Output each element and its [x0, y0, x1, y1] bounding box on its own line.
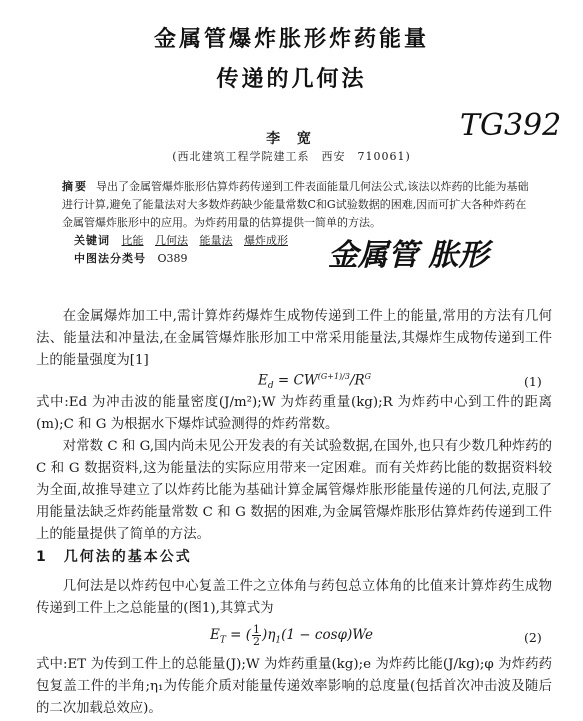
paragraph-2: 式中:Ed 为冲击波的能量密度(J/m²);W 为炸药重量(kg);R 为炸药中心到工件的距离(m);C 和 G 为根据水下爆炸试验测得的炸药常数。: [36, 395, 552, 432]
title-line-1: 金属管爆炸胀形炸药能量: [153, 27, 429, 52]
handwritten-note: 金属管 胀形: [328, 238, 489, 273]
author: 李 宽: [266, 131, 317, 147]
paragraph-5: 式中:ET 为传到工件上的总能量(J);W 为炸药重量(kg);e 为炸药比能(J/kg);φ 为炸药药包复盖工件的半角;η₁为传能介质对能量传递效率影响的总度量(包括首次冲击波及随后的二次加载总效应)。: [36, 657, 552, 716]
section-heading-1: 1 几何法的基本公式: [36, 549, 192, 565]
handwritten-class-code: TG392: [460, 108, 562, 143]
clc-value: O389: [157, 252, 188, 265]
equation-2: $E_T$ = ( $\frac{1}{2}$ )$\eta_1(1 - \cos\varphi)We$: [210, 623, 373, 648]
title-line-2: 传递的几何法: [216, 67, 367, 92]
equation-1: $E_d = CW^{(G+1)/3}/R^G$: [258, 372, 372, 392]
keyword-4: 爆炸成形: [244, 234, 288, 247]
paragraph-3: 对常数 C 和 G,国内尚未见公开发表的有关试验数据,在国外,也只有少数几种炸药的 C 和 G 数据资料,这为能量法的实际应用带来一定困难。而有关炸药比能的数据资料较为全面,故推导建立了以炸药比能为基础计算金属管爆炸胀形能量传递的几何法,克服了用能量法缺乏炸药能量常数 C 和 G 数据的困难,为金属管爆炸胀形估算炸药传递到工件上的能量提供了简单的方法。: [36, 439, 552, 542]
equation-1-number: (1): [524, 374, 542, 389]
equation-2-number: (2): [524, 630, 542, 645]
paragraph-4: 几何法是以炸药包中心复盖工件之立体角与药包总立体角的比值来计算炸药生成物传递到工件上之总能量的(图1),其算式为: [36, 579, 552, 616]
fraction-half: $\frac{1}{2}$: [253, 623, 261, 648]
paragraph-1: 在金属爆炸加工中,需计算炸药爆炸生成物传递到工件上的能量,常用的方法有几何法、能量法和冲量法,在金属管爆炸胀形加工中常采用能量法,其爆炸生成物传递到工件上的能量强度为[1]: [36, 309, 552, 368]
clc-line: [74, 250, 188, 268]
affiliation: (西北建筑工程学院建工系 西安 710061): [172, 150, 411, 163]
keyword-3: 能量法: [199, 234, 233, 247]
abstract-text: 导出了金属管爆炸胀形估算炸药传递到工件表面能量几何法公式,该法以炸药的比能为基础进行计算,避免了能量法对大多数炸药缺少能量常数C和G试验数据的困难,因而可扩大各种炸药在金属管爆炸胀形中的应用。为炸药用量的估算提供一简单的方法。: [62, 180, 529, 229]
abstract: [62, 178, 530, 232]
keyword-2: 几何法: [155, 234, 188, 247]
keywords-line: [74, 232, 296, 250]
keyword-1: 比能: [121, 234, 144, 247]
keywords-label: 关键词: [74, 234, 110, 247]
clc-label: 中图法分类号: [74, 252, 146, 265]
abstract-label: 摘要: [62, 180, 88, 193]
